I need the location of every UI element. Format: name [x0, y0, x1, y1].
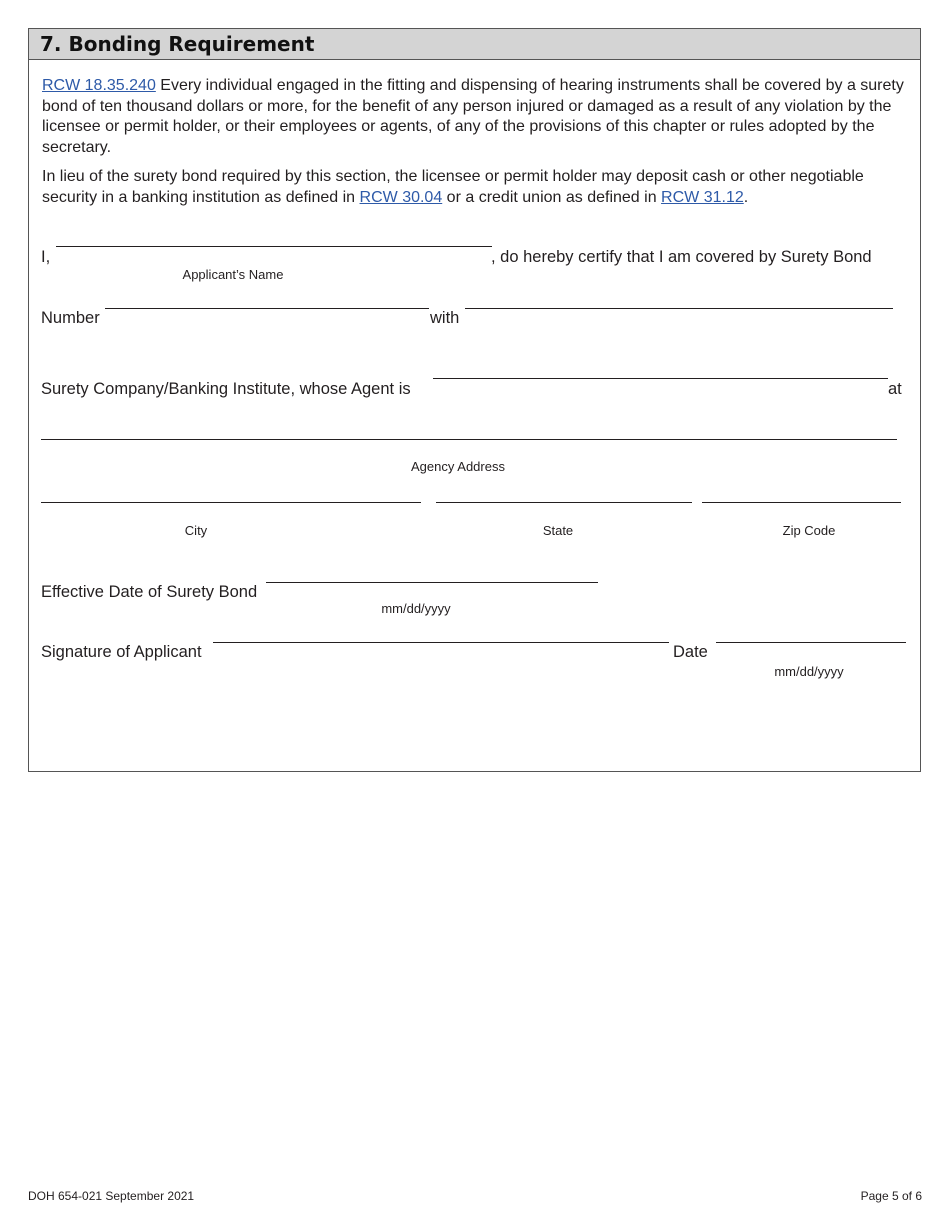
deposit-alternative-paragraph [42, 167, 908, 208]
cert-prefix: I, [41, 248, 51, 266]
section-title: 7. Bonding Requirement [29, 29, 920, 60]
surety-company-field[interactable] [465, 308, 893, 330]
at-label: at [888, 380, 902, 398]
zip-code-caption: Zip Code [782, 523, 836, 538]
paragraph-text: Every individual engaged in the fitting and dispensing of hearing instruments shall be covered by a surety bond of ten thousand dollars or more, for the benefit of any person injured or damaged as a result of any violation by the licensee or permit holder, or their employees or agents, of any of the provisions of this chapter or rules adopted by the secretary. [42, 77, 904, 156]
page-number: Page 5 of 6 [860, 1189, 922, 1203]
city-caption: City [184, 523, 208, 538]
paragraph-text: or a credit union as defined in [442, 188, 662, 206]
paragraph-text: . [743, 188, 749, 206]
zip-code-field[interactable] [702, 502, 901, 524]
agency-address-field[interactable] [41, 439, 897, 461]
effective-date-caption: mm/dd/yyyy [381, 601, 451, 616]
paragraph-text: In lieu of the surety bond required by this section, the licensee or permit holder may deposit cash or other negotiable security in a banking institution as defined in [42, 168, 864, 206]
form-id: DOH 654-021 September 2021 [28, 1189, 195, 1203]
number-label: Number [41, 309, 100, 327]
cert-suffix: , do hereby certify that I am covered by Surety Bond [491, 248, 872, 266]
bond-requirement-paragraph [42, 76, 908, 158]
agency-address-caption: Agency Address [411, 459, 505, 474]
surety-agent-label: Surety Company/Banking Institute, whose Agent is [41, 380, 411, 398]
city-field[interactable] [41, 502, 421, 524]
signature-date-field[interactable] [716, 642, 906, 664]
effective-date-label: Effective Date of Surety Bond [41, 583, 258, 601]
agent-name-field[interactable] [433, 378, 888, 400]
applicant-name-field[interactable] [56, 246, 492, 268]
state-field[interactable] [436, 502, 692, 524]
signature-date-caption: mm/dd/yyyy [774, 664, 844, 679]
applicant-name-caption: Applicant’s Name [182, 267, 284, 282]
with-label: with [430, 309, 460, 327]
rcw-31-12-link[interactable]: RCW 31.12 [661, 188, 744, 206]
rcw-18-35-240-link[interactable]: RCW 18.35.240 [42, 77, 156, 94]
bond-number-field[interactable] [105, 308, 429, 330]
rcw-30-04-link[interactable]: RCW 30.04 [359, 188, 443, 206]
state-caption: State [542, 523, 574, 538]
signature-field[interactable] [213, 642, 669, 664]
signature-label: Signature of Applicant [41, 643, 202, 661]
date-label: Date [673, 643, 708, 661]
